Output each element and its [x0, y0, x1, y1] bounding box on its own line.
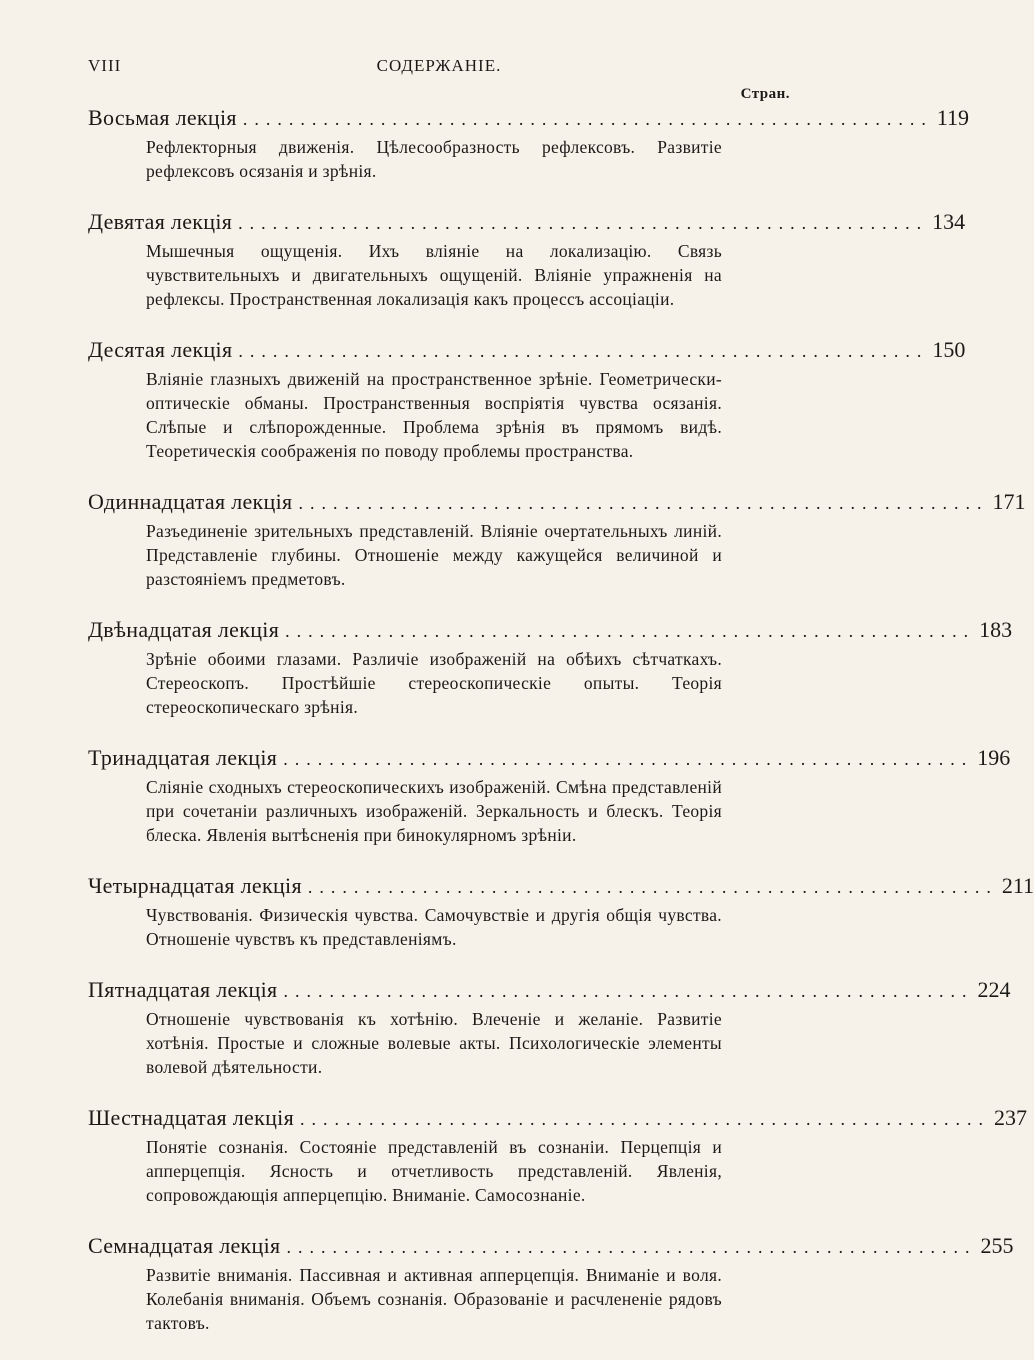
lecture-page-number: 150: [932, 337, 966, 362]
lecture-summary: Зрѣніе обоими глазами. Различіе изображеній на обѣихъ сѣтчаткахъ. Стереоскопъ. Простѣйшіе стереоскопическіе опыты. Теорія стереоскопическаго зрѣнія.: [146, 649, 722, 717]
lecture-page-number: 134: [932, 209, 966, 234]
toc-entry: [88, 488, 1026, 591]
toc-entry: [88, 616, 1013, 719]
toc-entry-line: [88, 336, 966, 365]
lecture-summary: Сліяніе сходныхъ стереоскопическихъ изображеній. Смѣна представленій при сочетаніи различныхъ изображеній. Зеркальность и блескъ. Теорія блеска. Явленія вытѣсненія при бинокулярномъ зрѣніи.: [146, 777, 722, 845]
lecture-title: Девятая лекція: [88, 209, 233, 234]
lecture-summary: Чувствованія. Физическія чувства. Самочувствіе и другія общія чувства. Отношеніе чувствъ къ представленіямъ.: [146, 905, 722, 949]
toc-entry: [88, 336, 966, 463]
lecture-summary: Рефлекторныя движенія. Цѣлесообразность рефлексовъ. Развитіе рефлексовъ осязанія и зрѣнія.: [146, 137, 722, 181]
toc-entry-line: [88, 104, 969, 133]
lecture-page-number: 196: [977, 745, 1011, 770]
toc-entry: [88, 1232, 1014, 1335]
toc-entry: [88, 104, 969, 183]
lecture-summary: Развитіе вниманія. Пассивная и активная апперцепція. Вниманіе и воля. Колебанія вниманія. Объемъ сознанія. Образованіе и расчлененіе рядовъ тактовъ.: [146, 1265, 722, 1333]
dot-leader: ............................................................: [242, 109, 933, 129]
lecture-title: Двѣнадцатая лекція: [88, 617, 280, 642]
dot-leader: ............................................................: [307, 877, 998, 897]
toc-entry: [88, 976, 1011, 1079]
lecture-summary: Разъединеніе зрительныхъ представленій. Вліяніе очертательныхъ линій. Представленіе глубины. Отношеніе между кажущейся величиной и разстояніемъ предметовъ.: [146, 521, 722, 589]
toc-entry-line: [88, 744, 1011, 773]
lecture-title: Десятая лекція: [88, 337, 233, 362]
dot-leader: ............................................................: [283, 981, 974, 1001]
toc-entry-line: [88, 976, 1011, 1005]
dot-leader: ............................................................: [286, 1237, 977, 1257]
dot-leader: ............................................................: [283, 749, 974, 769]
dot-leader: ............................................................: [300, 1109, 990, 1129]
lecture-title: Одиннадцатая лекція: [88, 489, 293, 514]
lecture-title: Пятнадцатая лекція: [88, 977, 278, 1002]
lecture-title: Тринадцатая лекція: [88, 745, 278, 770]
toc-entry-line: [88, 208, 966, 237]
lecture-summary: Отношеніе чувствованія къ хотѣнію. Влеченіе и желаніе. Развитіе хотѣнія. Простые и сложные волевые акты. Психологическіе элементы волевой дѣятельности.: [146, 1009, 722, 1077]
toc-entry: [88, 208, 966, 311]
lecture-page-number: 255: [980, 1233, 1014, 1258]
page-column-label: Стран.: [740, 86, 790, 102]
page-title: СОДЕРЖАНІЕ.: [376, 56, 502, 75]
table-of-contents: [88, 104, 1034, 1360]
toc-entry-line: [88, 1232, 1014, 1261]
lecture-title: Четырнадцатая лекція: [88, 873, 302, 898]
dot-leader: ............................................................: [238, 213, 929, 233]
lecture-page-number: 183: [979, 617, 1013, 642]
lecture-summary: Понятіе сознанія. Состояніе представленій въ сознаніи. Перцепція и апперцепція. Ясность и отчетливость представленій. Явленія, сопровождающія апперцепцію. Вниманіе. Самосознаніе.: [146, 1137, 722, 1205]
toc-entry-line: [88, 616, 1013, 645]
lecture-page-number: 237: [994, 1105, 1027, 1130]
lecture-title: Восьмая лекція: [88, 105, 237, 130]
lecture-summary: Вліяніе глазныхъ движеній на пространственное зрѣніе. Геометрически-оптическіе обманы. Пространственныя воспріятія чувства осязанія. Слѣпые и слѣпорожденные. Проблема зрѣнія въ прямомъ видѣ. Теоретическія соображенія по поводу проблемы пространства.: [146, 369, 722, 461]
lecture-summary: Мышечныя ощущенія. Ихъ вліяніе на локализацію. Связь чувствительныхъ и двигательныхъ ощущеній. Вліяніе упражненія на рефлексы. Пространственная локализація какъ процессъ ассоціаціи.: [146, 241, 722, 309]
dot-leader: ............................................................: [285, 621, 976, 641]
lecture-page-number: 211: [1001, 873, 1034, 898]
lecture-page-number: 119: [936, 105, 969, 130]
dot-leader: ............................................................: [238, 341, 929, 361]
page-number: VIII: [88, 56, 122, 75]
toc-entry-line: [88, 488, 1026, 517]
toc-entry: [88, 1104, 1027, 1207]
toc-entry-line: [88, 872, 1034, 901]
running-header: [88, 56, 790, 86]
dot-leader: ............................................................: [298, 493, 989, 513]
lecture-title: Шестнадцатая лекція: [88, 1105, 294, 1130]
toc-entry-line: [88, 1104, 1027, 1133]
lecture-title: Семнадцатая лекція: [88, 1233, 281, 1258]
toc-entry: [88, 744, 1011, 847]
lecture-page-number: 224: [977, 977, 1011, 1002]
lecture-page-number: 171: [992, 489, 1026, 514]
toc-entry: [88, 872, 1034, 951]
